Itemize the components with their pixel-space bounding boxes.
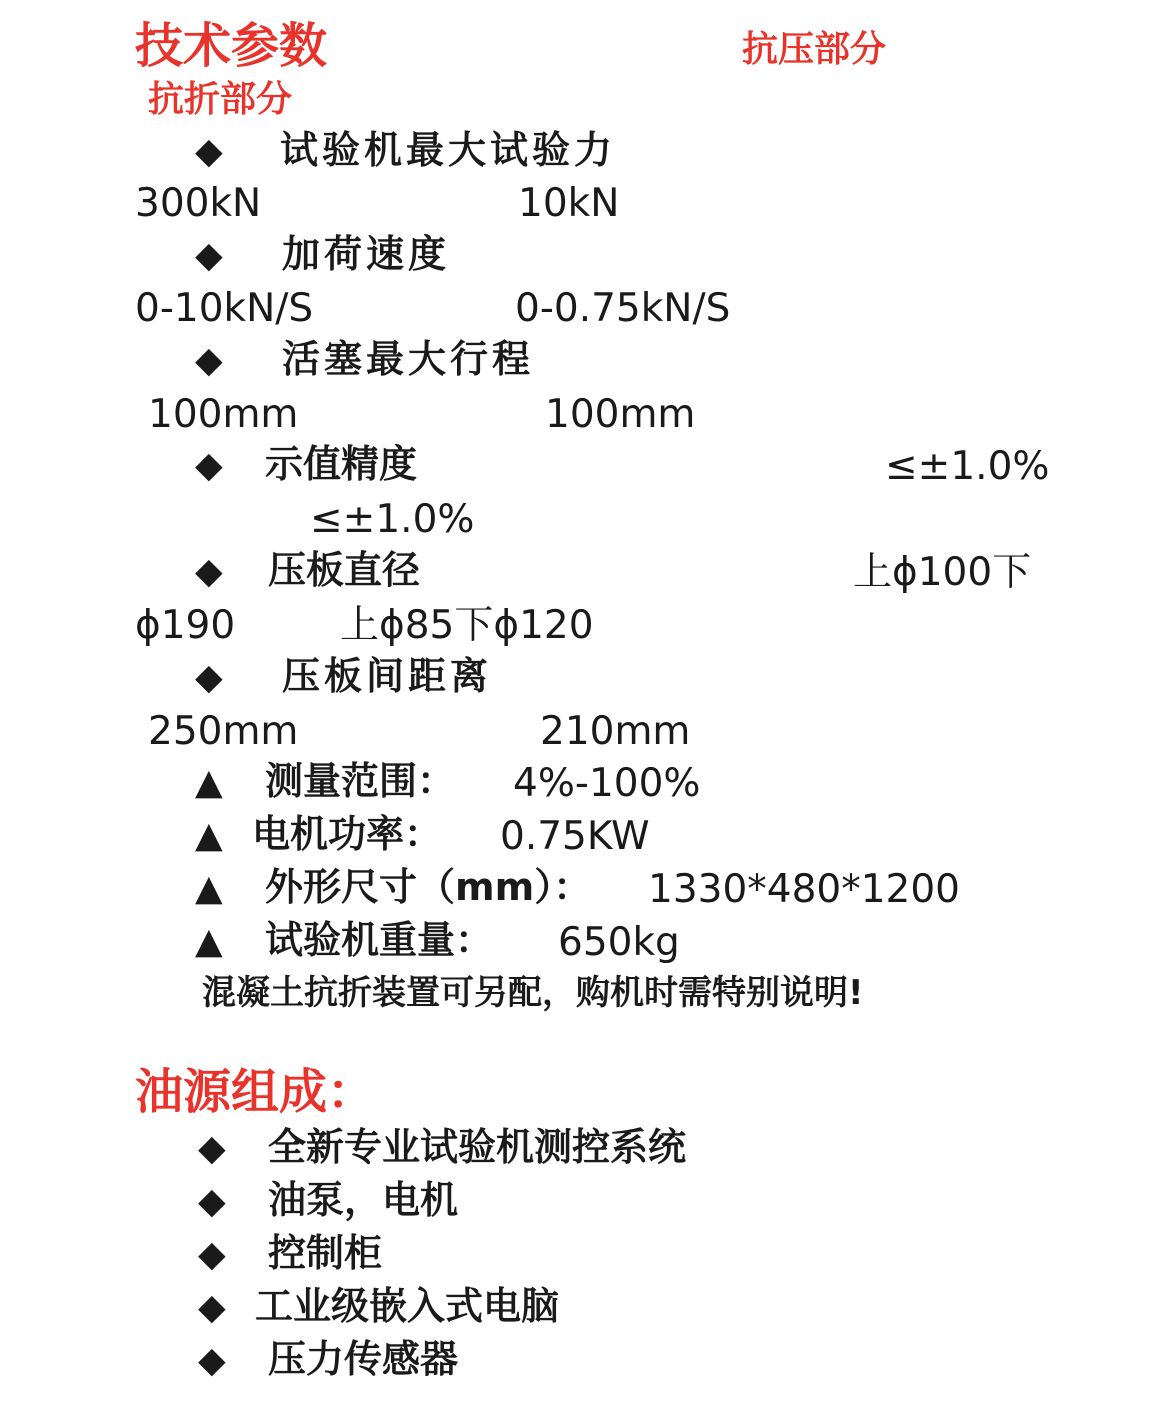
oil-source-item: 压力传感器 [268, 1337, 459, 1381]
diamond-bullet-icon: ◆ [195, 131, 223, 172]
max-force-flexural-value: 300kN [135, 181, 262, 226]
diamond-bullet-icon: ◆ [198, 1181, 226, 1222]
piston-stroke-label: 活塞最大行程 [282, 337, 535, 381]
platen-diameter-value-1b: ϕ190 [135, 603, 236, 648]
platen-diameter-value-1a: 上ϕ100下 [853, 550, 1032, 595]
flexural-section-heading: 抗折部分 [148, 79, 293, 120]
diamond-bullet-icon: ◆ [198, 1287, 226, 1328]
weight-value: 650kg [558, 920, 680, 965]
oil-source-item: 全新专业试验机测控系统 [268, 1125, 687, 1169]
piston-stroke-flexural-value: 100mm [148, 392, 299, 437]
compression-section-heading: 抗压部分 [742, 29, 887, 70]
diamond-bullet-icon: ◆ [198, 1128, 226, 1169]
max-force-compression-value: 10kN [518, 181, 620, 226]
triangle-bullet-icon: ▲ [195, 921, 223, 962]
load-rate-label: 加荷速度 [282, 232, 451, 276]
accessory-note: 混凝土抗折装置可另配，购机时需特别说明! [202, 973, 864, 1013]
measuring-range-value: 4%-100% [513, 761, 701, 806]
oil-source-item: 工业级嵌入式电脑 [255, 1284, 560, 1328]
piston-stroke-compression-value: 100mm [545, 392, 696, 437]
dimensions-value: 1330*480*1200 [648, 867, 960, 912]
measuring-range-label: 测量范围： [265, 759, 456, 803]
platen-distance-label: 压板间距离 [282, 654, 493, 698]
triangle-bullet-icon: ▲ [195, 815, 223, 856]
diamond-bullet-icon: ◆ [195, 445, 223, 486]
max-force-label: 试验机最大试验力 [280, 128, 617, 172]
diamond-bullet-icon: ◆ [195, 657, 223, 698]
motor-power-value: 0.75KW [500, 814, 650, 859]
diamond-bullet-icon: ◆ [195, 340, 223, 381]
dimensions-label: 外形尺寸（mm）： [265, 865, 592, 909]
accuracy-value-1: ≤±1.0% [885, 444, 1050, 489]
page-title: 技术参数 [135, 18, 328, 74]
oil-source-item: 油泵，电机 [268, 1178, 459, 1222]
accuracy-value-2: ≤±1.0% [310, 497, 475, 542]
platen-distance-flexural-value: 250mm [148, 709, 299, 754]
diamond-bullet-icon: ◆ [198, 1234, 226, 1275]
platen-distance-compression-value: 210mm [540, 709, 691, 754]
weight-label: 试验机重量： [265, 918, 494, 962]
accuracy-label: 示值精度 [265, 442, 418, 486]
load-rate-compression-value: 0-0.75kN/S [515, 286, 731, 331]
load-rate-flexural-value: 0-10kN/S [135, 286, 314, 331]
diamond-bullet-icon: ◆ [198, 1340, 226, 1381]
oil-source-item: 控制柜 [268, 1231, 383, 1275]
oil-source-heading: 油源组成： [135, 1064, 376, 1120]
diamond-bullet-icon: ◆ [195, 551, 223, 592]
platen-diameter-label: 压板直径 [268, 548, 421, 592]
triangle-bullet-icon: ▲ [195, 868, 223, 909]
triangle-bullet-icon: ▲ [195, 762, 223, 803]
diamond-bullet-icon: ◆ [195, 235, 223, 276]
motor-power-label: 电机功率： [252, 812, 443, 856]
platen-diameter-value-2: 上ϕ85下ϕ120 [340, 603, 594, 648]
